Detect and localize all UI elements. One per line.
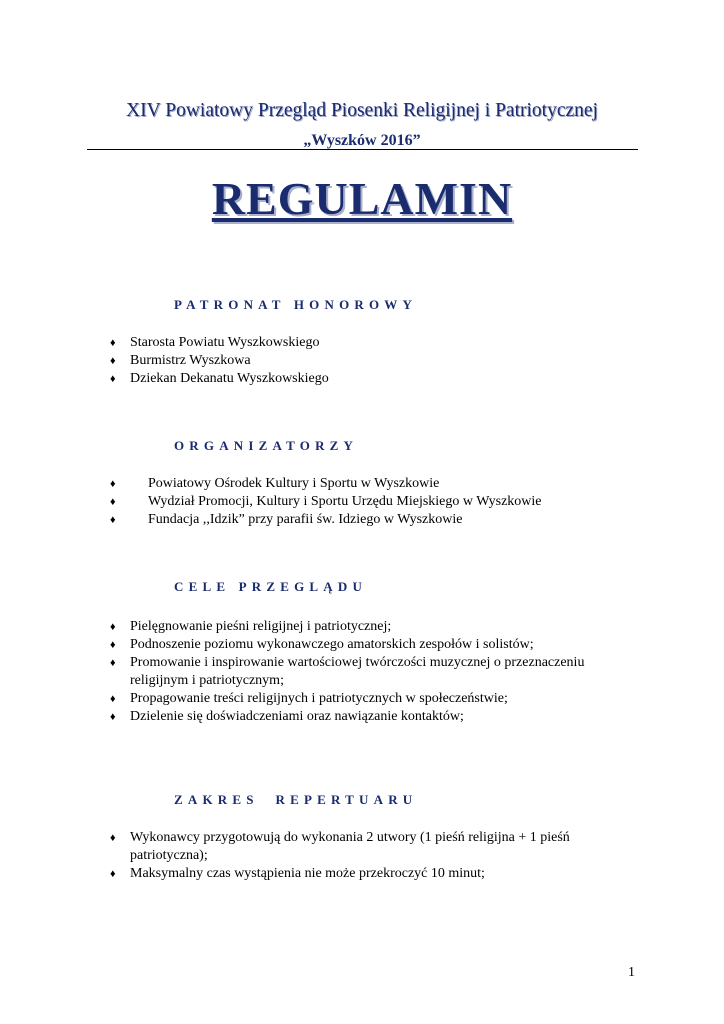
diamond-bullet-icon: ♦: [110, 373, 116, 385]
list-item-text: Podnoszenie poziomu wykonawczego amatorskich zespołów i solistów;: [130, 637, 534, 652]
list-patronat: [110, 334, 610, 388]
diamond-bullet-icon: ♦: [110, 639, 116, 651]
list-item-text: Powiatowy Ośrodek Kultury i Sportu w Wyszkowie: [148, 476, 440, 491]
list-item-text: Propagowanie treści religijnych i patriotycznych w społeczeństwie;: [130, 691, 508, 706]
header-divider: [87, 149, 638, 150]
diamond-bullet-icon: ♦: [110, 621, 116, 633]
diamond-bullet-icon: ♦: [110, 711, 116, 723]
list-organizatorzy: [110, 475, 630, 529]
list-item: [110, 690, 630, 708]
list-item-text: Wykonawcy przygotowują do wykonania 2 utwory (1 pieśń religijna + 1 pieśń patriotyczna);: [130, 830, 570, 863]
diamond-bullet-icon: ♦: [110, 514, 116, 526]
list-item: [110, 475, 630, 493]
diamond-bullet-icon: ♦: [110, 868, 116, 880]
section-heading-patronat: PATRONAT HONOROWY: [174, 297, 418, 312]
diamond-bullet-icon: ♦: [110, 693, 116, 705]
list-cele: [110, 618, 630, 726]
diamond-bullet-icon: ♦: [110, 478, 116, 490]
list-item-text: Wydział Promocji, Kultury i Sportu Urzędu Miejskiego w Wyszkowie: [148, 494, 542, 509]
list-item-text: Maksymalny czas wystąpienia nie może przekroczyć 10 minut;: [130, 866, 485, 881]
list-item-text: Starosta Powiatu Wyszkowskiego: [130, 335, 320, 350]
document-header-subtitle: „Wyszków 2016”: [303, 132, 421, 149]
list-item-text: Dzielenie się doświadczeniami oraz nawiązanie kontaktów;: [130, 709, 464, 724]
list-zakres: [110, 829, 620, 883]
list-item: [110, 370, 610, 388]
list-item: [110, 511, 630, 529]
diamond-bullet-icon: ♦: [110, 657, 116, 669]
list-item-text: Pielęgnowanie pieśni religijnej i patriotycznej;: [130, 619, 392, 634]
diamond-bullet-icon: ♦: [110, 337, 116, 349]
list-item-text: Fundacja ,,Idzik” przy parafii św. Idziego w Wyszkowie: [148, 512, 463, 527]
list-item: [110, 708, 630, 726]
list-item: [110, 352, 610, 370]
page-number: 1: [628, 965, 635, 980]
list-item: [110, 493, 630, 511]
section-heading-cele: CELE PRZEGLĄDU: [174, 579, 368, 594]
list-item: [110, 636, 630, 654]
list-item: [110, 334, 610, 352]
document-title: REGULAMIN: [211, 173, 513, 224]
list-item: [110, 618, 630, 636]
diamond-bullet-icon: ♦: [110, 496, 116, 508]
list-item-text: Burmistrz Wyszkowa: [130, 353, 251, 368]
section-heading-organizatorzy: ORGANIZATORZY: [174, 438, 359, 453]
diamond-bullet-icon: ♦: [110, 355, 116, 367]
list-item: [110, 829, 620, 865]
diamond-bullet-icon: ♦: [110, 832, 116, 844]
list-item: [110, 865, 620, 883]
list-item-text: Dziekan Dekanatu Wyszkowskiego: [130, 371, 329, 386]
document-header-title: XIV Powiatowy Przegląd Piosenki Religijnej i Patriotycznej: [126, 100, 598, 121]
section-heading-zakres: ZAKRES REPERTUARU: [174, 792, 418, 807]
list-item-text: Promowanie i inspirowanie wartościowej twórczości muzycznej o przeznaczeniu religijnym i patriotycznym;: [130, 655, 585, 688]
list-item: [110, 654, 630, 690]
